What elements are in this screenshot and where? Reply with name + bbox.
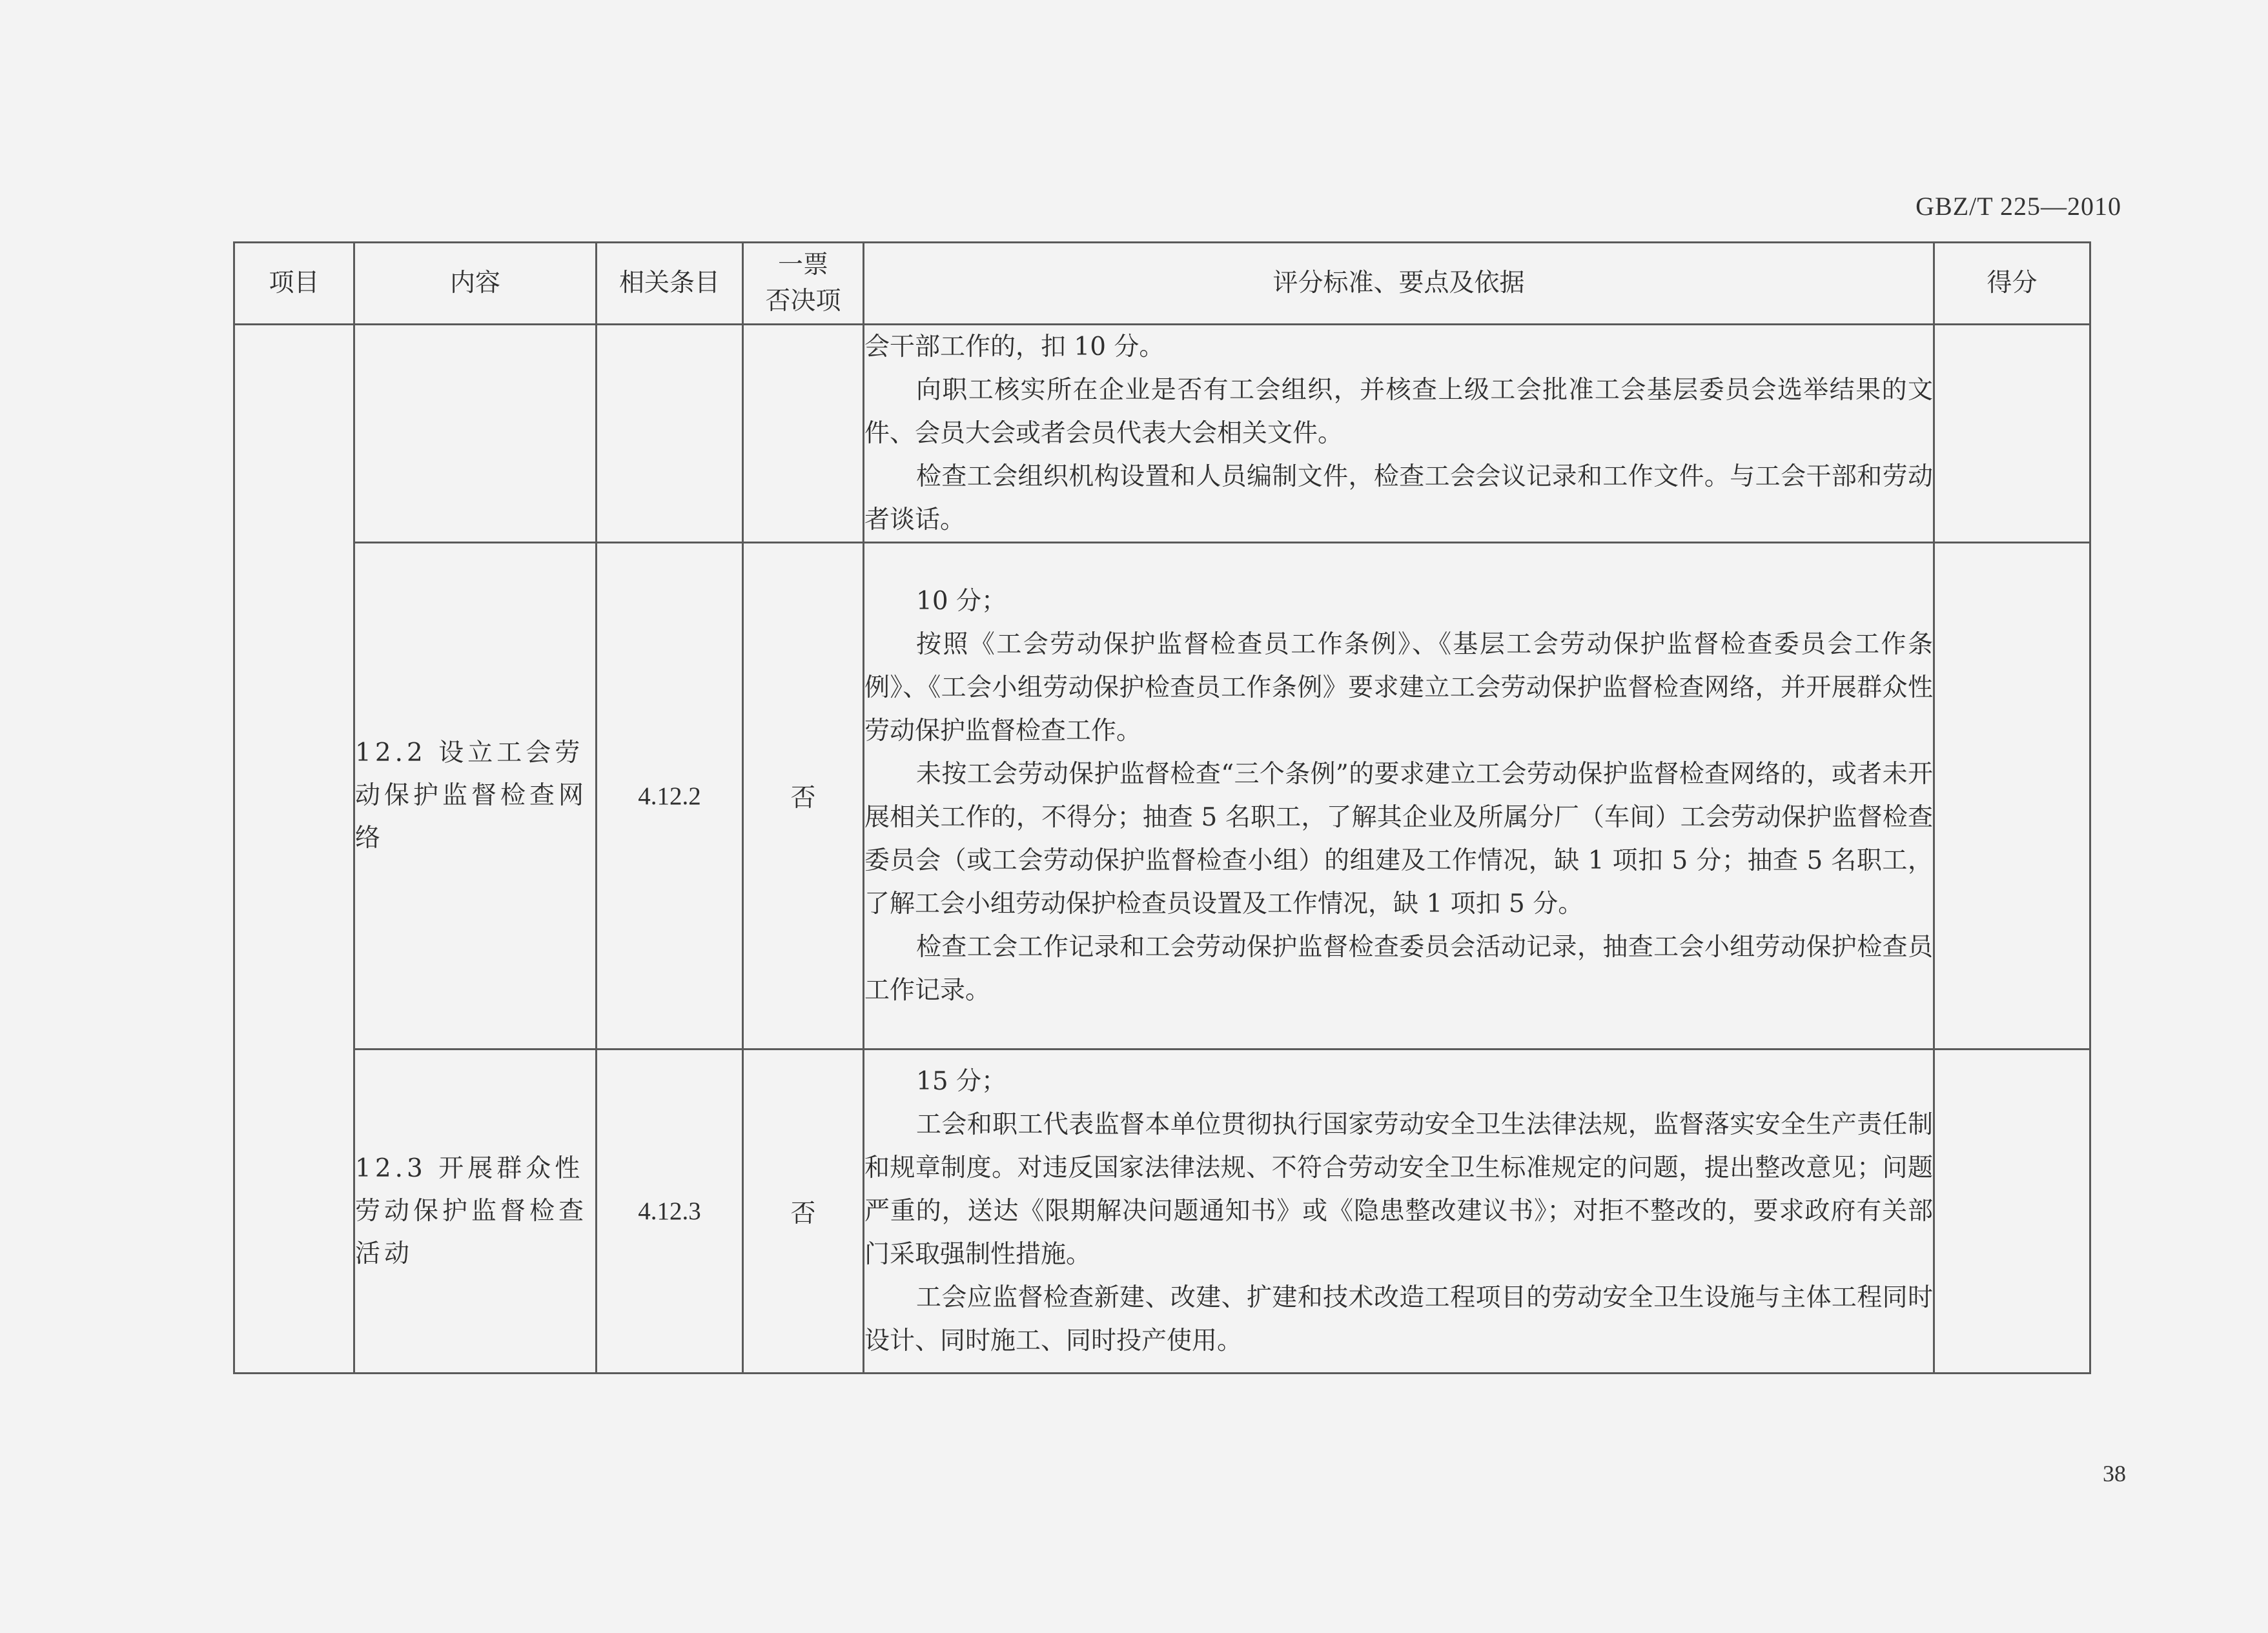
criteria-cell: [864, 325, 1934, 543]
criteria-paragraph: 10 分；: [916, 587, 1007, 616]
criteria-paragraph: 工会和职工代表监督本单位贯彻执行国家劳动安全卫生法律法规，监督落实安全生产责任制和规章制度。对违反国家法律法规、不符合劳动安全卫生标准规定的问题，提出整改意见；问题严重的，送达《限期解决问题通知书》或《隐患整改建议书》；对拒不整改的，要求政府有关部门采取强制性措施。: [864, 1110, 1933, 1269]
content-cell: 12.2 设立工会劳动保护监督检查网络: [354, 543, 597, 1050]
header-veto-line2: 否决项: [765, 287, 841, 316]
header-item: 项目: [234, 243, 354, 325]
scoring-table: [233, 241, 2091, 1374]
table-row: [234, 325, 2090, 543]
veto-cell: 否: [743, 1050, 864, 1374]
item-cell: [234, 325, 354, 1374]
criteria-paragraph: 检查工会工作记录和工会劳动保护监督检查委员会活动记录，抽查工会小组劳动保护检查员工作记录。: [864, 933, 1933, 1005]
criteria-paragraph: 按照《工会劳动保护监督检查员工作条例》、《基层工会劳动保护监督检查委员会工作条例》、《工会小组劳动保护检查员工作条例》要求建立工会劳动保护监督检查网络，并开展群众性劳动保护监督检查工作。: [864, 630, 1933, 746]
criteria-cell: [864, 1050, 1934, 1374]
header-content: 内容: [354, 243, 597, 325]
criteria-paragraph: 检查工会组织机构设置和人员编制文件，检查工会会议记录和工作文件。与工会干部和劳动者谈话。: [864, 462, 1933, 534]
table-header: [234, 243, 2090, 325]
veto-cell: [743, 325, 864, 543]
score-cell: [1934, 543, 2090, 1050]
table-row: [234, 543, 2090, 1050]
clause-cell: 4.12.2: [597, 543, 743, 1050]
criteria-paragraph: 会干部工作的，扣 10 分。: [864, 332, 1165, 361]
standard-code: GBZ/T 225—2010: [1916, 192, 2121, 221]
header-criteria: 评分标准、要点及依据: [864, 243, 1934, 325]
criteria-paragraph: 向职工核实所在企业是否有工会组织，并核查上级工会批准工会基层委员会选举结果的文件、会员大会或者会员代表大会相关文件。: [864, 376, 1933, 448]
content-cell: [354, 325, 597, 543]
clause-cell: [597, 325, 743, 543]
criteria-cell: [864, 543, 1934, 1050]
table-row: [234, 1050, 2090, 1374]
criteria-paragraph: 未按工会劳动保护监督检查“三个条例”的要求建立工会劳动保护监督检查网络的，或者未开展相关工作的，不得分；抽查 5 名职工，了解其企业及所属分厂（车间）工会劳动保护监督检查委员会（或工会劳动保护监督检查小组）的组建及工作情况，缺 1 项扣 5 分；抽查 5 名职工，了解工会小组劳动保护检查员设置及工作情况，缺 1 项扣 5 分。: [864, 760, 1933, 918]
header-score: 得分: [1934, 243, 2090, 325]
criteria-paragraph: 工会应监督检查新建、改建、扩建和技术改造工程项目的劳动安全卫生设施与主体工程同时设计、同时施工、同时投产使用。: [864, 1283, 1933, 1355]
header-veto: [743, 243, 864, 325]
score-cell: [1934, 325, 2090, 543]
content-cell: 12.3 开展群众性劳动保护监督检查活动: [354, 1050, 597, 1374]
score-cell: [1934, 1050, 2090, 1374]
header-veto-line1: 一票: [777, 250, 828, 279]
page-number: 38: [2103, 1461, 2126, 1486]
header-clause: 相关条目: [597, 243, 743, 325]
criteria-paragraph: 15 分；: [916, 1067, 1007, 1096]
header-row: [234, 243, 2090, 325]
clause-cell: 4.12.3: [597, 1050, 743, 1374]
veto-cell: 否: [743, 543, 864, 1050]
